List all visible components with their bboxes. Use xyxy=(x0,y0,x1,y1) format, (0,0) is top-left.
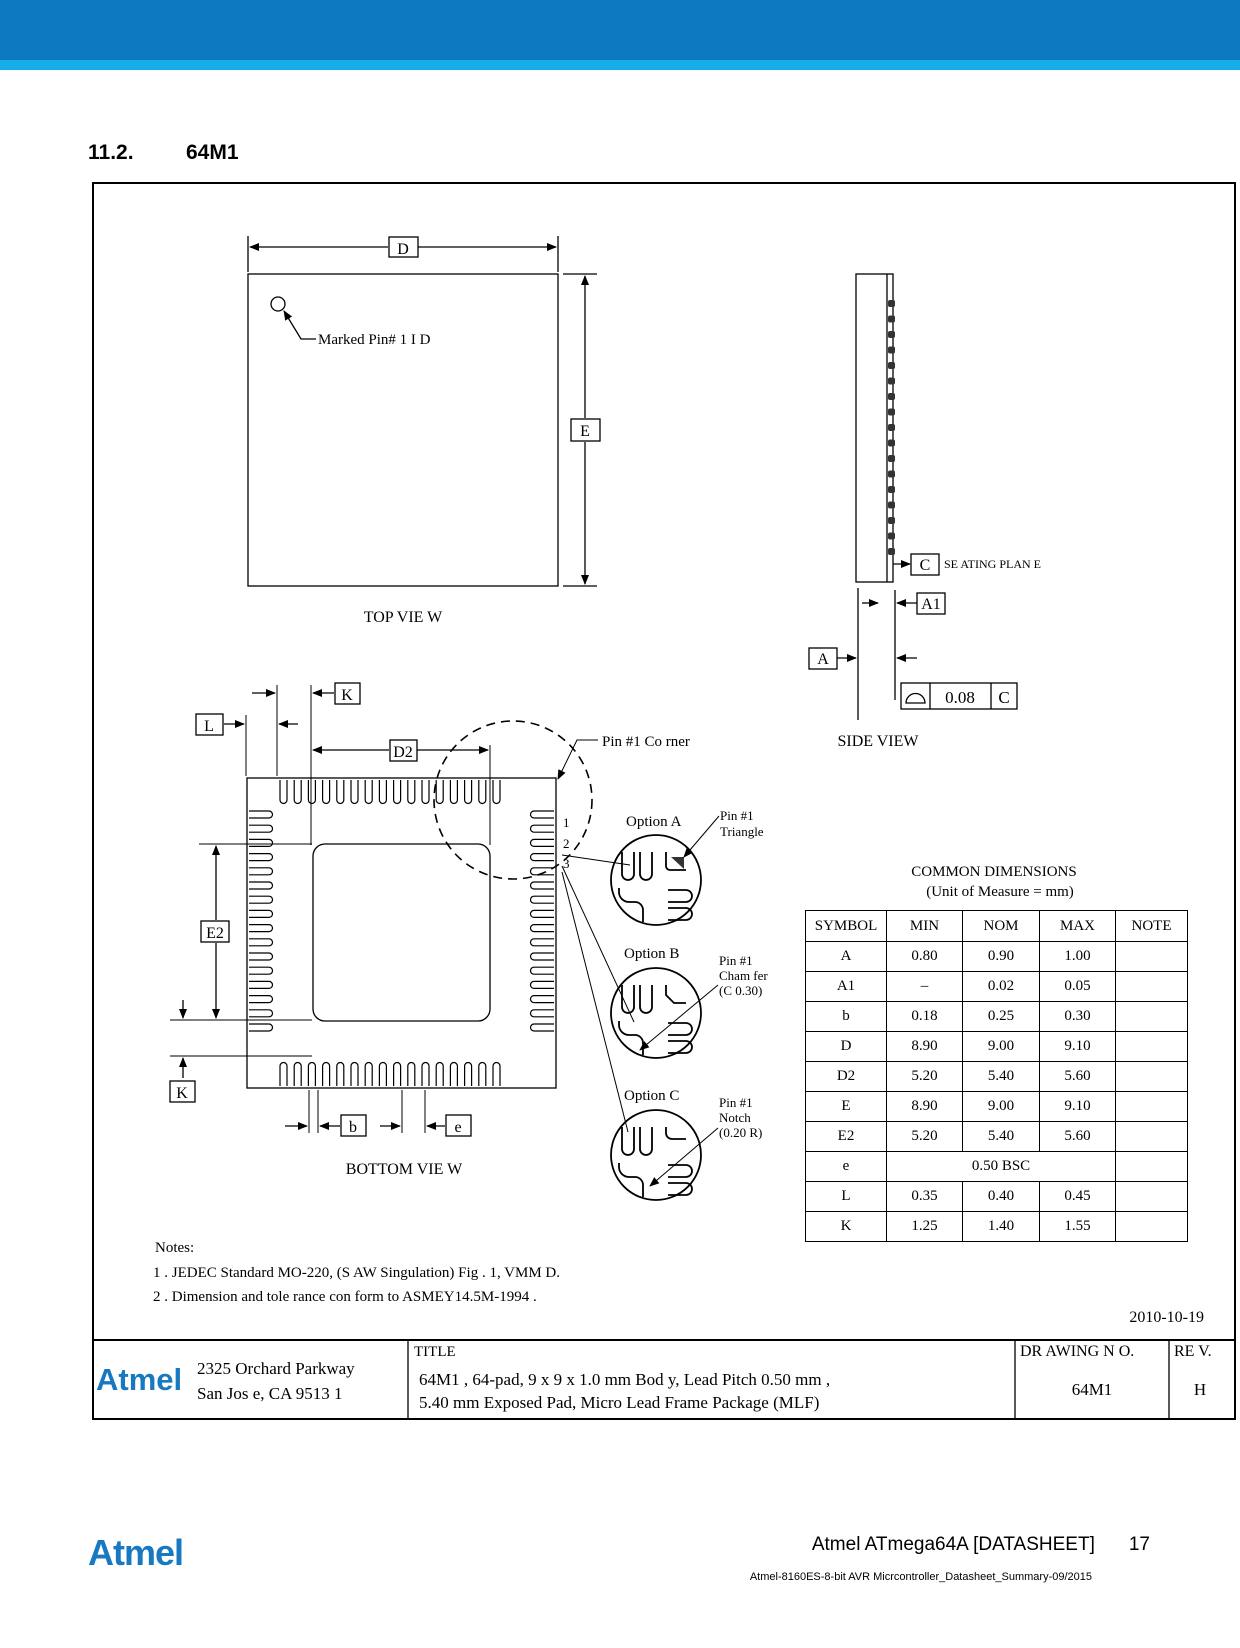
rev-label: RE V. xyxy=(1174,1343,1212,1360)
side-pad xyxy=(888,455,895,462)
title-block-logo: Atmel xyxy=(96,1362,183,1397)
common-dimensions-table xyxy=(805,910,1188,1242)
side-pad xyxy=(888,409,895,416)
pad xyxy=(249,981,273,988)
pad xyxy=(294,780,301,804)
pads-top xyxy=(280,780,500,804)
pitch-label: e xyxy=(454,1119,462,1136)
pad xyxy=(436,780,443,804)
pad xyxy=(422,780,429,804)
top-view xyxy=(248,236,600,586)
pin1-marker-icon xyxy=(271,297,285,311)
cell-symbol: E2 xyxy=(806,1122,887,1152)
pad xyxy=(280,780,287,804)
cell-symbol: L xyxy=(806,1182,887,1212)
pad xyxy=(531,981,554,988)
pad xyxy=(531,854,554,861)
option-a-leader xyxy=(562,855,630,865)
footer-logo-text: Atmel xyxy=(88,1532,184,1573)
cell-nom: 0.25 xyxy=(963,1002,1040,1032)
pad xyxy=(365,1063,372,1087)
cell-max: 9.10 xyxy=(1040,1032,1116,1062)
pad xyxy=(249,854,273,861)
pin-number-3: 3 xyxy=(563,856,570,871)
header-max: MAX xyxy=(1040,911,1116,942)
cell-symbol: A xyxy=(806,942,887,972)
side-pad xyxy=(888,471,895,478)
rev-value: H xyxy=(1193,1380,1207,1399)
cell-note xyxy=(1116,1122,1188,1152)
note-1: 1 . JEDEC Standard MO-220, (S AW Singulation) Fig . 1, VMM D. xyxy=(153,1265,561,1281)
side-pads xyxy=(888,300,895,555)
b-label: b xyxy=(349,1119,357,1136)
pads-bottom xyxy=(280,1063,500,1087)
pad xyxy=(337,1063,344,1087)
top-view-caption: TOP VIE W xyxy=(363,609,443,626)
cell-max: 1.55 xyxy=(1040,1212,1116,1242)
pad xyxy=(450,780,457,804)
side-pad xyxy=(888,347,895,354)
pad xyxy=(450,1063,457,1087)
drawing-no: 64M1 xyxy=(1071,1380,1113,1399)
cell-nom: 0.40 xyxy=(963,1182,1040,1212)
cell-max: 0.45 xyxy=(1040,1182,1116,1212)
header-symbol: SYMBOL xyxy=(806,911,887,942)
page-number: 17 xyxy=(1128,1534,1150,1555)
side-pad xyxy=(888,331,895,338)
pin-number-1: 1 xyxy=(563,815,570,830)
option-b-desc-3: (C 0.30) xyxy=(719,983,763,998)
pad xyxy=(465,1063,472,1087)
side-pad xyxy=(888,548,895,555)
drawing-no-label: DR AWING N O. xyxy=(1020,1343,1135,1360)
pad xyxy=(249,910,273,917)
exposed-pad xyxy=(313,844,490,1021)
pad xyxy=(408,780,415,804)
tolerance-value: 0.08 xyxy=(945,688,975,707)
pad xyxy=(531,1010,554,1017)
d2-label: D2 xyxy=(393,744,413,761)
side-view-caption: SIDE VIEW xyxy=(837,733,919,750)
cell-symbol: A1 xyxy=(806,972,887,1002)
pad xyxy=(249,967,273,974)
pad xyxy=(323,1063,330,1087)
side-pad xyxy=(888,316,895,323)
pad xyxy=(249,925,273,932)
pad xyxy=(493,1063,500,1087)
pad xyxy=(465,780,472,804)
pad xyxy=(323,780,330,804)
cell-symbol: K xyxy=(806,1212,887,1242)
cell-min: 5.20 xyxy=(887,1122,963,1152)
side-pad xyxy=(888,517,895,524)
note-2: 2 . Dimension and tole rance con form to ASMEY14.5M-1994 . xyxy=(153,1289,537,1305)
cell-max: 5.60 xyxy=(1040,1122,1116,1152)
cell-max: 0.30 xyxy=(1040,1002,1116,1032)
option-c-desc-2: Notch xyxy=(719,1110,751,1125)
pad xyxy=(249,839,273,846)
footer-title xyxy=(812,1534,1150,1556)
side-pad xyxy=(888,300,895,307)
cell-min: 0.18 xyxy=(887,1002,963,1032)
cell-note xyxy=(1116,1092,1188,1122)
bottom-view-body xyxy=(247,778,556,1088)
cell-note xyxy=(1116,1182,1188,1212)
pad xyxy=(249,996,273,1003)
cell-note xyxy=(1116,1152,1188,1182)
pad xyxy=(308,780,315,804)
cell-min: 8.90 xyxy=(887,1092,963,1122)
option-c-desc-3: (0.20 R) xyxy=(719,1125,763,1140)
pin-number-2: 2 xyxy=(563,836,570,851)
pad xyxy=(479,780,486,804)
pad xyxy=(249,825,273,832)
cell-nom: 1.40 xyxy=(963,1212,1040,1242)
table-row xyxy=(806,1212,1188,1242)
cell-min: 0.80 xyxy=(887,942,963,972)
cell-nom: 5.40 xyxy=(963,1122,1040,1152)
option-c-leader xyxy=(562,872,628,1132)
pad xyxy=(493,780,500,804)
cell-max: 9.10 xyxy=(1040,1092,1116,1122)
d-label: D xyxy=(397,241,409,258)
pad xyxy=(379,1063,386,1087)
cell-min: 1.25 xyxy=(887,1212,963,1242)
cell-min: 5.20 xyxy=(887,1062,963,1092)
option-b-desc-1: Pin #1 xyxy=(719,953,753,968)
cell-symbol: b xyxy=(806,1002,887,1032)
table-row xyxy=(806,1152,1188,1182)
side-pad xyxy=(888,393,895,400)
pad xyxy=(249,1024,273,1031)
cell-min: 0.35 xyxy=(887,1182,963,1212)
option-a-detail xyxy=(611,816,719,925)
cell-nom: 9.00 xyxy=(963,1032,1040,1062)
pad xyxy=(436,1063,443,1087)
bottom-view-caption: BOTTOM VIE W xyxy=(345,1161,463,1178)
cell-symbol: e xyxy=(806,1152,887,1182)
cell-note xyxy=(1116,1062,1188,1092)
pad xyxy=(249,882,273,889)
option-b-detail xyxy=(611,968,718,1058)
cell-min: 8.90 xyxy=(887,1032,963,1062)
pad xyxy=(337,780,344,804)
table-row xyxy=(806,1122,1188,1152)
pad xyxy=(249,811,273,818)
option-a-label: Option A xyxy=(626,814,682,830)
side-pad xyxy=(888,362,895,369)
cell-note xyxy=(1116,1032,1188,1062)
option-c-label: Option C xyxy=(624,1088,680,1104)
side-view xyxy=(809,274,1017,720)
cell-symbol: D2 xyxy=(806,1062,887,1092)
pad xyxy=(531,953,554,960)
pad xyxy=(531,811,554,818)
l-label: L xyxy=(204,718,214,735)
pad xyxy=(531,896,554,903)
table-row xyxy=(806,942,1188,972)
pads-right xyxy=(531,811,554,1031)
pad xyxy=(531,882,554,889)
pad xyxy=(308,1063,315,1087)
pad xyxy=(294,1063,301,1087)
header-note: NOTE xyxy=(1116,911,1188,942)
cell-note xyxy=(1116,1002,1188,1032)
pad xyxy=(379,780,386,804)
footer-doc-id: Atmel-8160ES-8-bit AVR Micrcontroller_Datasheet_Summary-09/2015 xyxy=(749,1571,1092,1583)
option-b-leader xyxy=(562,866,634,1022)
option-c-desc-1: Pin #1 xyxy=(719,1095,753,1110)
option-b-desc-2: Cham fer xyxy=(719,968,768,983)
pin-corner-label: Pin #1 Co rner xyxy=(602,734,690,750)
e2-label: E2 xyxy=(206,925,224,942)
table-row xyxy=(806,1002,1188,1032)
common-dimensions-title: COMMON DIMENSIONS xyxy=(911,864,1077,880)
pin-marker-label: Marked Pin# 1 I D xyxy=(318,332,431,348)
pad xyxy=(280,1063,287,1087)
k-label: K xyxy=(341,687,353,704)
table-header-row xyxy=(806,911,1188,942)
side-pad xyxy=(888,424,895,431)
pad xyxy=(531,967,554,974)
side-pad xyxy=(888,533,895,540)
table-row xyxy=(806,972,1188,1002)
cell-nom: 9.00 xyxy=(963,1092,1040,1122)
flatness-icon xyxy=(906,694,925,704)
pad xyxy=(531,839,554,846)
table-row xyxy=(806,1062,1188,1092)
e-label: E xyxy=(580,423,590,440)
pad xyxy=(249,953,273,960)
side-pad xyxy=(888,502,895,509)
pad xyxy=(249,939,273,946)
cell-min: – xyxy=(887,972,963,1002)
pad xyxy=(531,825,554,832)
tolerance-ref: C xyxy=(998,688,1010,707)
pad xyxy=(394,1063,401,1087)
cell-note xyxy=(1116,942,1188,972)
k2-label: K xyxy=(176,1085,188,1102)
side-pad xyxy=(888,486,895,493)
pad xyxy=(249,1010,273,1017)
side-pad xyxy=(888,440,895,447)
pad xyxy=(365,780,372,804)
option-a-desc-1: Pin #1 xyxy=(720,808,754,823)
pad xyxy=(249,868,273,875)
cell-max: 1.00 xyxy=(1040,942,1116,972)
common-dimensions-unit: (Unit of Measure = mm) xyxy=(926,884,1074,900)
section-number: 11.2. xyxy=(88,141,134,164)
pin1-leader xyxy=(284,311,316,339)
pad xyxy=(249,896,273,903)
footer-doc-title: Atmel ATmega64A [DATASHEET] xyxy=(811,1534,1095,1555)
section-title: 64M1 xyxy=(186,141,239,164)
pad xyxy=(351,1063,358,1087)
pad xyxy=(422,1063,429,1087)
seating-plane-label: SE ATING PLAN E xyxy=(944,557,1042,571)
a-label: A xyxy=(817,651,829,668)
cell-symbol: E xyxy=(806,1092,887,1122)
cell-max: 5.60 xyxy=(1040,1062,1116,1092)
table-row xyxy=(806,1092,1188,1122)
pad xyxy=(531,925,554,932)
option-c-detail xyxy=(611,1110,718,1200)
title-label: TITLE xyxy=(414,1344,456,1360)
side-pad xyxy=(888,378,895,385)
pad xyxy=(531,996,554,1003)
footer-logo xyxy=(88,1532,183,1574)
header-min: MIN xyxy=(887,911,963,942)
pad xyxy=(531,1024,554,1031)
pad xyxy=(531,910,554,917)
pad xyxy=(408,1063,415,1087)
cell-max: 0.05 xyxy=(1040,972,1116,1002)
option-a-desc-2: Triangle xyxy=(720,824,764,839)
address-line-2: San Jos e, CA 9513 1 xyxy=(197,1384,343,1403)
pad xyxy=(479,1063,486,1087)
cell-note xyxy=(1116,972,1188,1002)
table-row xyxy=(806,1032,1188,1062)
top-view-body xyxy=(248,274,558,586)
pad xyxy=(531,939,554,946)
title-line-2: 5.40 mm Exposed Pad, Micro Lead Frame Package (MLF) xyxy=(419,1393,820,1412)
cell-nom: 5.40 xyxy=(963,1062,1040,1092)
option-b-label: Option B xyxy=(624,946,680,962)
drawing-date: 2010-10-19 xyxy=(1129,1309,1204,1326)
c-label: C xyxy=(919,557,931,574)
pin1-corner-leader xyxy=(558,740,598,779)
notes-heading: Notes: xyxy=(155,1240,195,1256)
address-line-1: 2325 Orchard Parkway xyxy=(197,1359,355,1378)
cell-symbol: D xyxy=(806,1032,887,1062)
cell-nom: 0.02 xyxy=(963,972,1040,1002)
pad xyxy=(351,780,358,804)
a1-label: A1 xyxy=(921,596,941,613)
cell-nom: 0.90 xyxy=(963,942,1040,972)
pad xyxy=(394,780,401,804)
title-line-1: 64M1 , 64-pad, 9 x 9 x 1.0 mm Bod y, Lead Pitch 0.50 mm , xyxy=(419,1370,831,1389)
cell-bsc-value: 0.50 BSC xyxy=(887,1152,1116,1182)
table-row xyxy=(806,1182,1188,1212)
header-nom: NOM xyxy=(963,911,1040,942)
cell-note xyxy=(1116,1212,1188,1242)
